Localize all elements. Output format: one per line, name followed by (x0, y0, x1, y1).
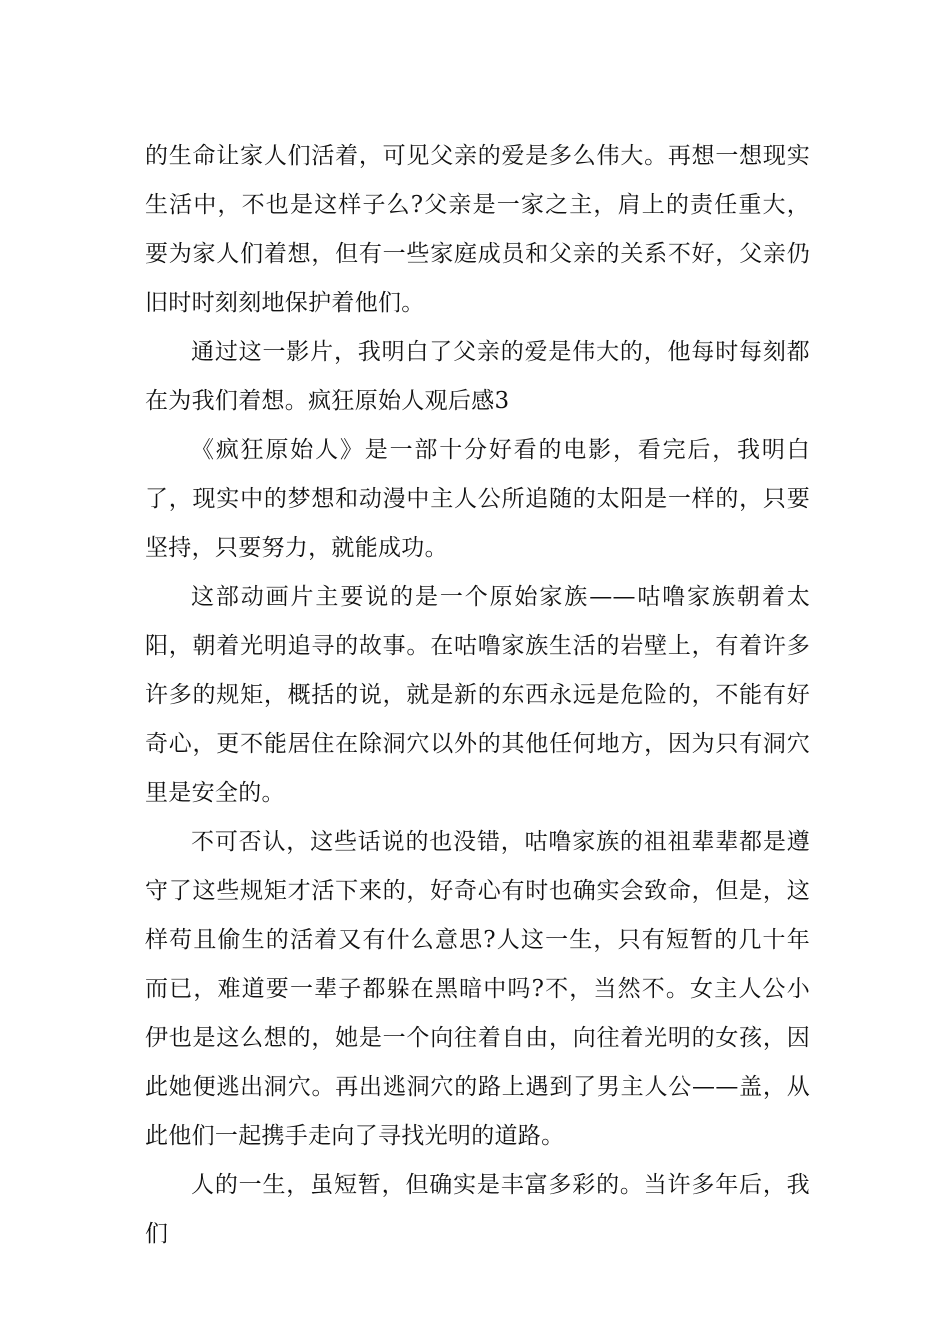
paragraph-4: 这部动画片主要说的是一个原始家族——咕噜家族朝着太阳，朝着光明追寻的故事。在咕噜家族生活的岩壁上，有着许多许多的规矩，概括的说，就是新的东西永远是危险的，不能有好奇心，更不能居住在除洞穴以外的其他任何地方，因为只有洞穴里是安全的。 (145, 584, 810, 806)
paragraph-3: 《疯狂原始人》是一部十分好看的电影，看完后，我明白了，现实中的梦想和动漫中主人公所追随的太阳是一样的，只要坚持，只要努力，就能成功。 (145, 437, 810, 561)
paragraph-1: 的生命让家人们活着，可见父亲的爱是多么伟大。再想一想现实生活中，不也是这样子么?父亲是一家之主，肩上的责任重大，要为家人们着想，但有一些家庭成员和父亲的关系不好，父亲仍旧时时刻刻地保护着他们。 (145, 143, 810, 316)
paragraph-2: 通过这一影片，我明白了父亲的爱是伟大的，他每时每刻都在为我们着想。疯狂原始人观后感3 (145, 339, 810, 414)
paragraph-6: 人的一生，虽短暂，但确实是丰富多彩的。当许多年后，我们 (145, 1172, 810, 1247)
paragraph-5: 不可否认，这些话说的也没错，咕噜家族的祖祖辈辈都是遵守了这些规矩才活下来的，好奇心有时也确实会致命，但是，这样苟且偷生的活着又有什么意思?人这一生，只有短暂的几十年而已，难道要一辈子都躲在黑暗中吗?不，当然不。女主人公小伊也是这么想的，她是一个向往着自由，向往着光明的女孩，因此她便逃出洞穴。再出逃洞穴的路上遇到了男主人公——盖，从此他们一起携手走向了寻找光明的道路。 (145, 829, 810, 1149)
